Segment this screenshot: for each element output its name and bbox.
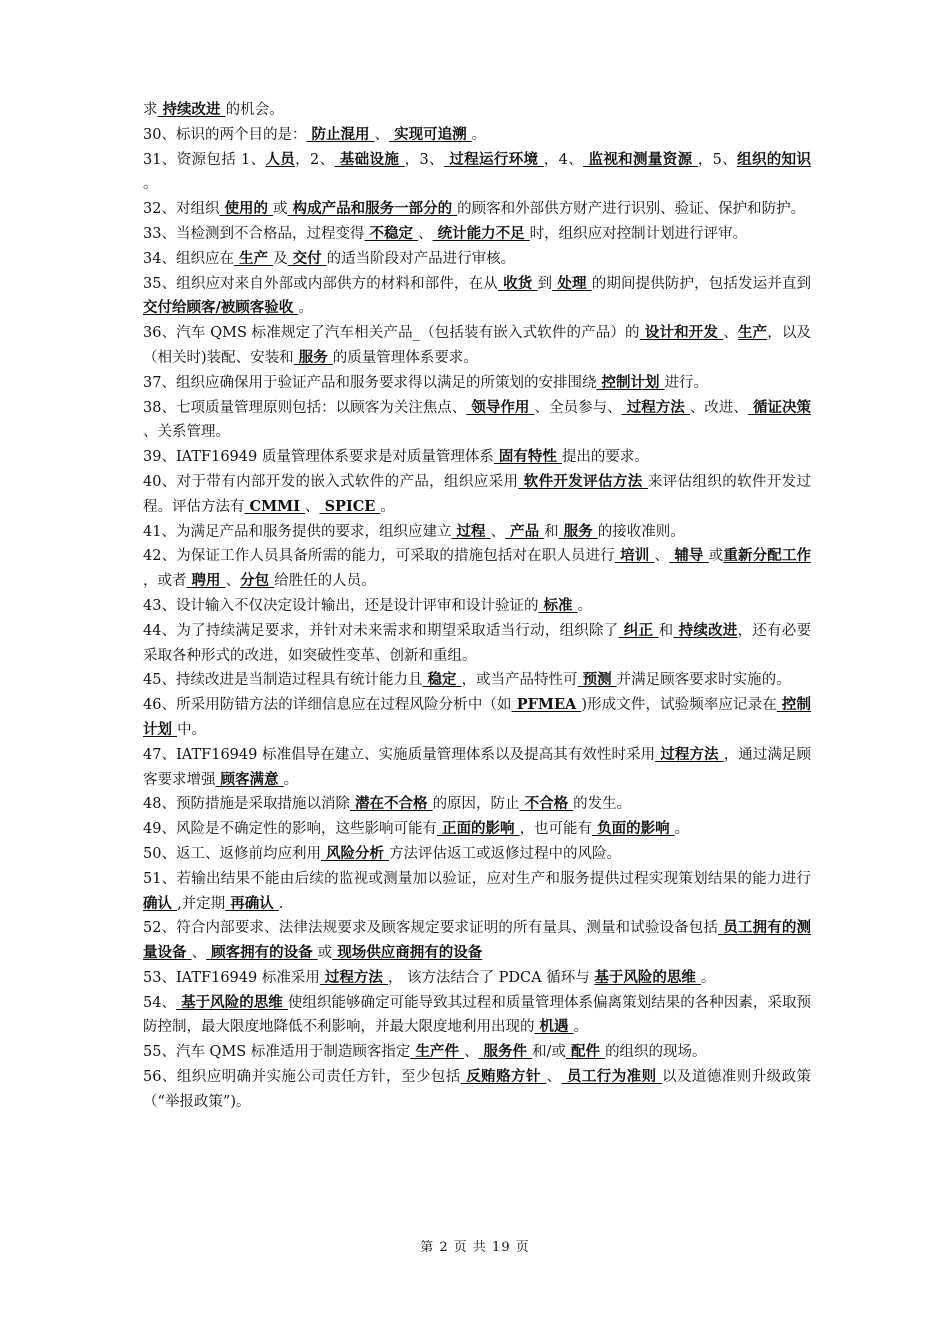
answer-blank: 过程方法	[621, 398, 690, 416]
question-paragraph	[143, 222, 811, 247]
question-text: 52、符合内部要求、法律法规要求及顾客规定要求证明的所有量具、测量和试验设备包括	[143, 920, 719, 937]
question-text: 40、对于带有内部开发的嵌入式软件的产品，组织应采用	[143, 473, 519, 490]
question-paragraph	[143, 98, 811, 123]
answer-blank: 使用的	[219, 200, 274, 218]
answer-blank: 服务	[558, 522, 598, 540]
question-paragraph	[143, 991, 811, 1041]
question-text: 。	[674, 821, 690, 838]
answer-blank: 预测	[577, 671, 617, 689]
answer-blank: 反贿赂方针	[460, 1068, 547, 1086]
answer-blank: 现场供应商拥有的设备	[332, 944, 483, 962]
question-paragraph	[143, 743, 811, 793]
question-text: 、	[305, 498, 320, 515]
answer-blank: 领导作用	[466, 398, 535, 416]
answer-blank: 纠正	[618, 621, 659, 639]
answer-blank: 控制计划	[143, 696, 812, 738]
question-text: 31、资源包括 1、	[143, 151, 266, 168]
answer-blank: 顾客满意	[215, 770, 284, 788]
answer-blank: 生产	[737, 324, 768, 342]
question-text: ，也可能有	[519, 821, 593, 838]
question-text: 36、汽车 QMS 标准规定了汽车相关产品_（包括装有嵌入式软件的产品）的	[143, 325, 640, 342]
answer-blank: 基于风险的思维	[594, 968, 701, 986]
question-text: 44、为了持续满足要求，并针对未来需求和期望采取适当行动，组织除了	[143, 622, 619, 639]
answer-blank: 统计能力不足	[432, 224, 530, 242]
question-text: ，3、	[404, 151, 444, 168]
question-paragraph	[143, 594, 811, 619]
answer-blank: 交付给顾客/被顾客验收	[143, 299, 299, 317]
question-paragraph	[143, 867, 811, 917]
answer-blank: 交付	[287, 249, 327, 267]
question-text: 或	[317, 945, 333, 962]
question-text: 、	[723, 325, 738, 342]
question-text: 37、组织应确保用于验证产品和服务要求得以满足的所策划的安排围绕	[143, 374, 597, 391]
answer-blank: 持续改进	[673, 621, 738, 639]
answer-blank: 过程	[451, 522, 491, 540]
answer-blank: 处理	[552, 274, 592, 292]
question-text: 来评估组织的软件开发过程。评估方法有	[143, 473, 811, 515]
answer-blank: 确认	[143, 894, 178, 912]
document-body	[143, 98, 811, 1115]
question-text: 。	[700, 969, 716, 986]
question-text: 50、返工、返修前均应利用	[143, 845, 321, 862]
question-text: 53、IATF16949 标准采用	[143, 969, 320, 986]
question-text: 、	[490, 523, 506, 540]
question-text: 、	[225, 573, 241, 590]
question-text: 到	[537, 275, 553, 292]
question-paragraph	[143, 148, 811, 198]
question-text: 的发生。	[573, 796, 632, 813]
question-text: ，还有必要采取各种形式的改进，如突破性变革、创新和重组。	[143, 622, 811, 664]
answer-blank: 服务	[293, 348, 333, 366]
question-text: 。	[577, 597, 593, 614]
question-paragraph	[143, 916, 811, 966]
question-text: 43、设计输入不仅决定设计输出，还是设计评审和设计验证的	[143, 597, 539, 614]
question-paragraph	[143, 668, 811, 693]
question-text: 41、为满足产品和服务提供的要求，组织应建立	[143, 523, 452, 540]
answer-blank: 顾客拥有的设备	[206, 944, 318, 962]
answer-blank: 重新分配工作	[723, 547, 811, 565]
question-text: ，5、	[697, 151, 738, 168]
answer-blank: 组织的知识	[737, 150, 811, 168]
question-text: 49、风险是不确定性的影响，这些影响可能有	[143, 821, 437, 838]
question-text: 的原因，防止	[432, 796, 520, 813]
question-text: 。	[380, 498, 395, 515]
answer-blank: 过程运行环境	[443, 150, 544, 168]
answer-blank: 产品	[505, 522, 545, 540]
answer-blank: 实现可追溯	[389, 125, 472, 143]
answer-blank: 控制计划	[596, 373, 665, 391]
answer-blank: 负面的影响	[592, 820, 675, 838]
answer-blank: 配件	[565, 1043, 606, 1061]
answer-blank: 再确认	[225, 894, 279, 912]
question-text: 39、IATF16949 质量管理体系要求是对质量管理体系	[143, 449, 494, 466]
question-paragraph	[143, 321, 811, 371]
question-text: 、	[418, 225, 433, 242]
question-text: 和	[544, 523, 559, 540]
question-text: ,并定期	[177, 895, 226, 912]
question-paragraph	[143, 247, 811, 272]
question-paragraph	[143, 371, 811, 396]
answer-blank: 过程方法	[319, 968, 388, 986]
question-text: 时，组织应对控制计划进行评审。	[529, 225, 748, 242]
question-text: 、改进、	[689, 399, 748, 416]
question-text: 42、为保证工作人员具备所需的能力，可采取的措施包括对在职人员进行	[143, 548, 615, 565]
answer-blank: 不合格	[519, 795, 574, 813]
question-text: 的期间提供防护，包括发运并直到	[591, 275, 811, 292]
question-text: 的顾客和外部供方财产进行识别、验证、保护和防护。	[457, 201, 806, 218]
answer-blank: 正面的影响	[436, 820, 520, 838]
question-text: 、	[191, 945, 207, 962]
question-text: 和/或	[532, 1044, 566, 1061]
question-text: 45、持续改进是当制造过程具有统计能力且	[143, 672, 423, 689]
question-paragraph	[143, 272, 811, 322]
question-text: 35、组织应对来自外部或内部供方的材料和部件，在从	[143, 275, 498, 292]
question-text: 、	[374, 126, 390, 143]
answer-blank: 固有特性	[493, 448, 562, 466]
question-text: 。	[283, 771, 299, 788]
question-text: 方法评估返工或返修过程中的风险。	[389, 845, 622, 862]
question-paragraph	[143, 842, 811, 867]
question-text: ，2、	[295, 151, 335, 168]
answer-blank: PFMEA	[511, 696, 582, 714]
question-text: ，或者	[143, 573, 187, 590]
question-text: ，通过满足顾客要求增强	[143, 746, 811, 788]
question-text: 、	[546, 1069, 562, 1086]
question-text: 并满足顾客要求时实施的。	[616, 672, 791, 689]
question-text: 求	[143, 102, 158, 118]
question-text: 进行。	[664, 374, 709, 391]
question-paragraph	[143, 445, 811, 470]
answer-blank: 人员	[265, 150, 296, 168]
question-text: ，或当产品特性可	[461, 672, 578, 689]
answer-blank: 防止混用	[306, 125, 375, 143]
question-text: 及	[273, 250, 288, 267]
question-paragraph	[143, 1065, 811, 1115]
question-paragraph	[143, 396, 811, 446]
question-text: )形成文件，试验频率应记录在	[581, 697, 777, 714]
question-text: 56、组织应明确并实施公司责任方针，至少包括	[143, 1069, 461, 1086]
question-text: 。	[471, 126, 487, 143]
question-paragraph	[143, 470, 811, 520]
answer-blank: 设计和开发	[639, 324, 724, 342]
question-paragraph	[143, 619, 811, 669]
question-text: 和	[658, 622, 674, 639]
question-text: 51、若输出结果不能由后续的监视或测量加以验证，应对生产和服务提供过程实现策划结果的能力进行	[143, 870, 811, 887]
question-text: 33、当检测到不合格品，过程变得	[143, 225, 365, 242]
answer-blank: 生产件	[410, 1043, 464, 1061]
answer-blank: 软件开发评估方法	[518, 472, 648, 490]
answer-blank: 服务件	[478, 1043, 533, 1061]
answer-blank: 潜在不合格	[349, 795, 433, 813]
question-text: 、关系管理。	[143, 424, 230, 441]
answer-blank: 风险分析	[320, 844, 390, 862]
question-text: 34、组织应在	[143, 250, 234, 267]
answer-blank: 收货	[497, 274, 538, 292]
question-paragraph	[143, 123, 811, 148]
question-text: 的机会。	[225, 102, 284, 118]
question-text: 的质量管理体系要求。	[332, 349, 478, 366]
question-paragraph	[143, 792, 811, 817]
answer-blank: 生产	[233, 249, 274, 267]
answer-blank: 员工拥有的测量设备	[143, 919, 811, 962]
answer-blank: SPICE	[319, 497, 381, 515]
question-paragraph	[143, 966, 811, 991]
question-text: 55、汽车 QMS 标准适用于制造顾客指定	[143, 1044, 411, 1061]
answer-blank: 基于风险的思维	[176, 993, 288, 1011]
question-paragraph	[143, 197, 811, 222]
question-text: 。	[143, 176, 158, 193]
answer-blank: 辅导	[669, 547, 709, 565]
answer-blank: 监视和测量资源	[583, 150, 698, 168]
question-text: 的适当阶段对产品进行审核。	[326, 250, 516, 267]
answer-blank: 标准	[538, 596, 578, 614]
answer-blank: 聘用	[186, 572, 226, 590]
question-text: 或	[708, 548, 724, 565]
answer-blank: 过程方法	[655, 745, 724, 763]
answer-blank: CMMI	[244, 497, 306, 515]
question-paragraph	[143, 520, 811, 545]
question-paragraph	[143, 544, 811, 594]
question-text: 54、	[143, 994, 177, 1011]
answer-blank: 分包	[240, 572, 275, 590]
question-text: 的接收准则。	[597, 523, 685, 540]
answer-blank: 循证决策	[747, 398, 812, 416]
question-text: 。	[298, 300, 313, 317]
question-text: 30、标识的两个目的是：	[143, 126, 307, 143]
answer-blank: 不稳定	[364, 224, 419, 242]
question-text: 中。	[177, 721, 207, 738]
question-paragraph	[143, 693, 811, 743]
question-text: 。	[573, 1019, 589, 1036]
question-text: 提出的要求。	[561, 449, 649, 466]
question-text: 或	[273, 201, 288, 218]
question-text: 以及道德准则升级政策（“举报政策”)。	[143, 1069, 812, 1110]
question-text: 38、七项质量管理原则包括：以顾客为关注焦点、	[143, 399, 467, 416]
question-text: 32、对组织	[143, 201, 220, 218]
answer-blank: 培训	[614, 547, 655, 565]
question-text: 使组织能够确定可能导致其过程和质量管理体系偏离策划结果的各种因素，采取预防控制，最大限度地降低不利影响，并最大限度地利用出现的	[143, 994, 811, 1036]
answer-blank: 构成产品和服务一部分的	[287, 200, 458, 218]
question-text: 给胜任的人员。	[274, 573, 376, 590]
question-text: ，4、	[543, 151, 584, 168]
question-text: ， 该方法结合了 PDCA 循环与	[387, 969, 595, 986]
question-text: 、	[654, 548, 670, 565]
answer-blank: 基础设施	[334, 150, 405, 168]
question-text: 的组织的现场。	[605, 1044, 707, 1061]
question-text: .	[278, 895, 284, 912]
question-paragraph	[143, 817, 811, 842]
question-text: 47、IATF16949 标准倡导在建立、实施质量管理体系以及提高其有效性时采用	[143, 746, 656, 763]
answer-blank: 员工行为准则	[561, 1068, 663, 1086]
question-text: 48、预防措施是采取措施以消除	[143, 796, 350, 813]
question-paragraph	[143, 1040, 811, 1065]
page-footer: 第 2 页 共 19 页	[420, 1240, 530, 1255]
answer-blank: 机遇	[534, 1018, 574, 1036]
question-text: 46、所采用防错方法的详细信息应在过程风险分析中（如	[143, 697, 512, 714]
question-text: 、	[463, 1044, 479, 1061]
answer-blank: 稳定	[422, 671, 462, 689]
question-text: 、全员参与、	[534, 399, 622, 416]
answer-blank: 持续改进	[157, 101, 226, 118]
question-text: ，以及（相关时)装配、安装和	[143, 325, 811, 366]
